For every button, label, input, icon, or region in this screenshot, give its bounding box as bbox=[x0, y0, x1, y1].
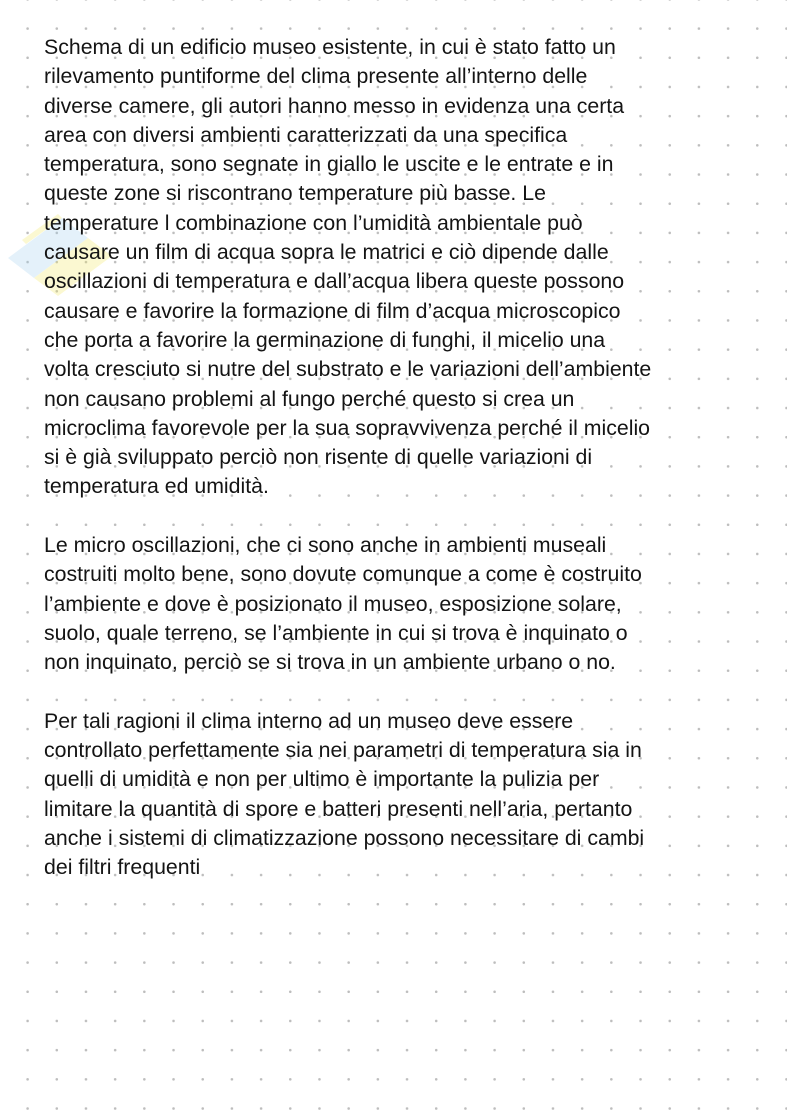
text-line: Schema di un edificio museo esistente, in cui è stato fatto un bbox=[44, 35, 616, 59]
document-body bbox=[44, 33, 756, 912]
text-line: Per tali ragioni il clima interno ad un museo deve essere bbox=[44, 708, 574, 733]
text-line: volta cresciuto si nutre del substrato e le variazioni dell’ambiente bbox=[44, 357, 652, 382]
text-line: anche i sistemi di climatizzazione possono necessitare di cambi bbox=[44, 826, 645, 851]
text-line: area con diversi ambienti caratterizzati da una specifica bbox=[44, 122, 568, 147]
text-line: temperatura ed umidità. bbox=[44, 474, 269, 499]
text-line: temperature l combinazione con l’umidità ambientale può bbox=[44, 210, 583, 235]
text-line: temperatura, sono segnate in giallo le uscite e le entrate e in bbox=[44, 152, 614, 177]
text-line: oscillazioni di temperatura e dall’acqua libera queste possono bbox=[44, 269, 625, 294]
text-line: Le micro oscillazioni, che ci sono anche in ambienti museali bbox=[44, 533, 607, 558]
text-line: diverse camere, gli autori hanno messo in evidenza una certa bbox=[44, 93, 625, 118]
text-line: quelli di umidità e non per ultimo è importante la pulizia per bbox=[44, 767, 600, 792]
text-line: che porta a favorire la germinazione di funghi, il micelio una bbox=[44, 327, 606, 352]
text-line: non inquinato, perciò se si trova in un ambiente urbano o no. bbox=[44, 650, 616, 675]
text-line: dei filtri frequenti bbox=[44, 855, 201, 880]
text-line: controllato perfettamente sia nei parametri di temperatura sia in bbox=[44, 738, 642, 763]
text-line: limitare la quantità di spore e batteri presenti nell’aria, pertanto bbox=[44, 796, 633, 821]
text-line: causare un film di acqua sopra le matrici e ciò dipende dalle bbox=[44, 240, 609, 265]
text-line: microclima favorevole per la sua sopravvivenza perché il micelio bbox=[44, 415, 651, 440]
text-line: l’ambiente e dove è posizionato il museo, esposizione solare, bbox=[44, 591, 622, 616]
paragraph-1 bbox=[44, 33, 756, 502]
text-line: rilevamento puntiforme del clima presente all’interno delle bbox=[44, 64, 588, 89]
text-line: non causano problemi al fungo perché questo si crea un bbox=[44, 386, 575, 411]
paragraph-2 bbox=[44, 531, 756, 677]
text-line: si è già sviluppato perciò non risente di quelle variazioni di bbox=[44, 445, 593, 470]
text-line: costruiti molto bene, sono dovute comunque a come è costruito bbox=[44, 562, 642, 587]
text-line: suolo, quale terreno, se l’ambiente in cui si trova è inquinato o bbox=[44, 620, 628, 645]
paragraph-3 bbox=[44, 707, 756, 883]
text-line: queste zone si riscontrano temperature più basse. Le bbox=[44, 181, 546, 206]
text-line: causare e favorire la formazione di film d’acqua microscopico bbox=[44, 298, 621, 323]
